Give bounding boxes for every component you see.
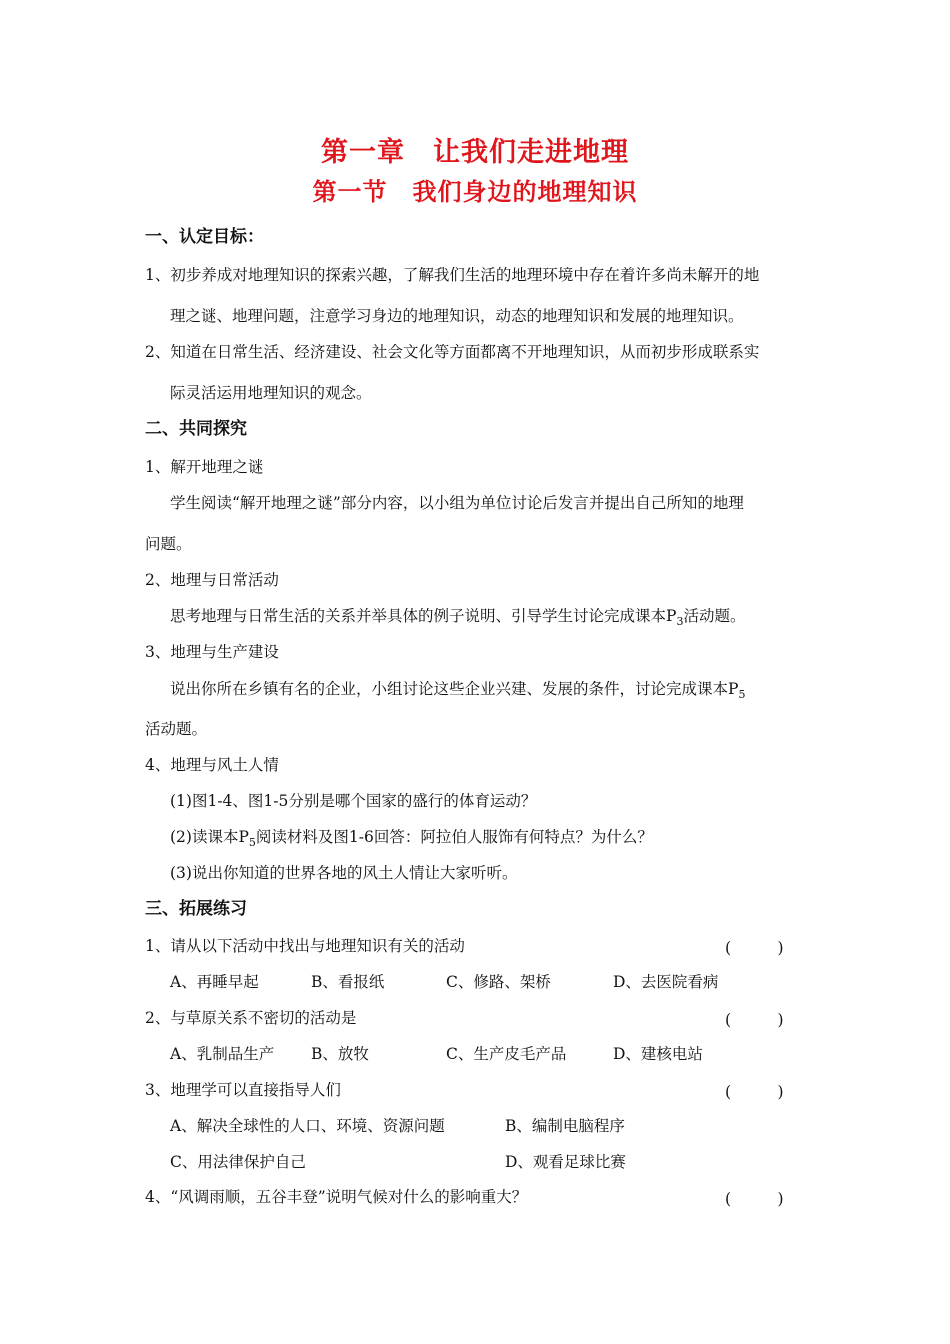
practice-question-3: 3、地理学可以直接指导人们 — [145, 1081, 341, 1099]
goal-item-2-line-2: 际灵活运用地理知识的观念。 — [170, 384, 372, 402]
explore-paragraph-2-text: 思考地理与日常生活的关系并举具体的例子说明、引导学生讨论完成课本P — [170, 607, 677, 625]
explore-paragraph-3-line-1 — [170, 679, 745, 705]
practice-question-2: 2、与草原关系不密切的活动是 — [145, 1009, 357, 1027]
answer-blank[interactable]: ( ) — [725, 1083, 784, 1101]
answer-blank[interactable]: ( ) — [725, 1190, 784, 1208]
page-subscript: 5 — [248, 836, 256, 849]
option-d: D、去医院看病 — [613, 973, 719, 991]
answer-blank[interactable]: ( ) — [725, 1011, 784, 1029]
option-c: C、生产皮毛产品 — [446, 1045, 567, 1063]
chapter-title: 第一章 让我们走进地理 — [321, 137, 629, 168]
option-c: C、用法律保护自己 — [170, 1153, 306, 1171]
explore-question-2-text: (2)读课本P — [170, 828, 249, 846]
explore-question-2-tail: 阅读材料及图1-6回答：阿拉伯人服饰有何特点？为什么？ — [255, 828, 653, 846]
explore-topic-1: 1、解开地理之谜 — [145, 458, 264, 476]
practice-question-4: 4、“风调雨顺，五谷丰登”说明气候对什么的影响重大？ — [145, 1188, 528, 1206]
option-a: A、再睡早起 — [170, 973, 259, 991]
page-subscript: 5 — [738, 688, 746, 701]
option-d: D、观看足球比赛 — [505, 1153, 626, 1171]
option-b: B、看报纸 — [311, 973, 385, 991]
explore-paragraph-1-line-1: 学生阅读“解开地理之谜”部分内容，以小组为单位讨论后发言并提出自己所知的地理 — [170, 494, 744, 512]
explore-paragraph-2-tail: 活动题。 — [683, 607, 746, 625]
answer-blank[interactable]: ( ) — [725, 939, 784, 957]
goal-item-2-line-1: 2、知道在日常生活、经济建设、社会文化等方面都离不开地理知识，从而初步形成联系实 — [145, 343, 760, 361]
goal-item-1-line-2: 理之谜、地理问题，注意学习身边的地理知识，动态的地理知识和发展的地理知识。 — [170, 307, 744, 325]
page-subscript: 3 — [676, 615, 684, 628]
goal-item-1-line-1: 1、初步养成对地理知识的探索兴趣，了解我们生活的地理环境中存在着许多尚未解开的地 — [145, 266, 760, 284]
explore-paragraph-2 — [170, 606, 745, 632]
option-a: A、解决全球性的人口、环境、资源问题 — [170, 1117, 445, 1135]
explore-question-2 — [170, 827, 653, 853]
explore-question-3: (3)说出你知道的世界各地的风土人情让大家听听。 — [170, 864, 518, 882]
explore-topic-4: 4、地理与风土人情 — [145, 756, 279, 774]
section-heading-practice: 三、拓展练习 — [145, 899, 247, 919]
option-d: D、建核电站 — [613, 1045, 703, 1063]
option-c: C、修路、架桥 — [446, 973, 551, 991]
explore-paragraph-3-line-2: 活动题。 — [145, 720, 208, 738]
option-b: B、编制电脑程序 — [505, 1117, 625, 1135]
section-heading-explore: 二、共同探究 — [145, 419, 247, 439]
explore-paragraph-3-text: 说出你所在乡镇有名的企业，小组讨论这些企业兴建、发展的条件，讨论完成课本P — [170, 680, 739, 698]
option-a: A、乳制品生产 — [170, 1045, 275, 1063]
explore-topic-3: 3、地理与生产建设 — [145, 643, 279, 661]
section-heading-goals: 一、认定目标： — [145, 227, 264, 247]
explore-paragraph-1-line-2: 问题。 — [145, 535, 192, 553]
section-title: 第一节 我们身边的地理知识 — [312, 178, 638, 206]
explore-topic-2: 2、地理与日常活动 — [145, 571, 279, 589]
explore-question-1: (1)图1-4、图1-5分别是哪个国家的盛行的体育运动？ — [170, 792, 537, 810]
practice-question-1: 1、请从以下活动中找出与地理知识有关的活动 — [145, 937, 465, 955]
option-b: B、放牧 — [311, 1045, 369, 1063]
